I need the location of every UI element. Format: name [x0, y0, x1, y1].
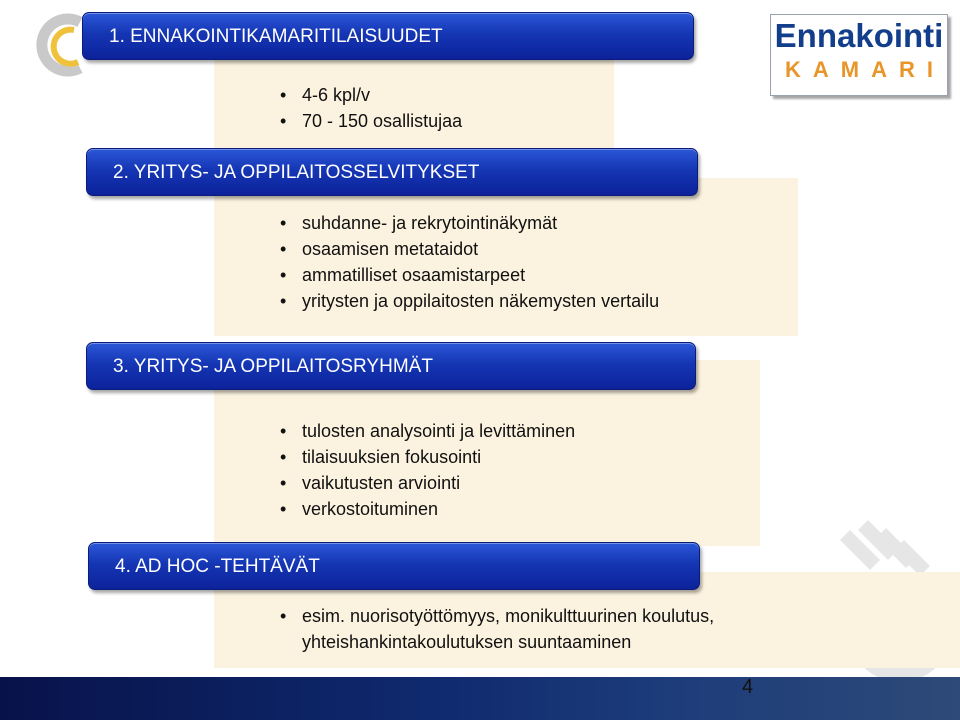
list-item-continuation: yhteishankintakoulutuksen suuntaaminen: [302, 632, 632, 652]
list-item: • tilaisuuksien fokusointi: [280, 444, 575, 470]
list-item: • esim. nuorisotyöttömyys, monikulttuurinen koulutus,: [280, 603, 714, 629]
footer-bar: [0, 677, 960, 720]
list-item: • verkostoituminen: [280, 496, 575, 522]
section-3-list: [280, 418, 575, 522]
page-number: 4: [742, 676, 754, 698]
list-item: • ammatilliset osaamistarpeet: [280, 262, 659, 288]
list-item: • 70 - 150 osallistujaa: [280, 108, 462, 134]
section-1-list: [280, 82, 462, 134]
logo-name-bottom: KAMARI: [785, 57, 945, 82]
list-item: • vaikutusten arviointi: [280, 470, 575, 496]
section-4-list: [280, 603, 714, 655]
logo-name-top: Ennakointi: [774, 17, 944, 54]
section-2-list: [280, 210, 659, 314]
section-3-header: 3. YRITYS- JA OPPILAITOSRYHMÄT: [86, 342, 696, 390]
list-item: • tulosten analysointi ja levittäminen: [280, 418, 575, 444]
section-1-header: 1. ENNAKOINTIKAMARITILAISUUDET: [82, 12, 694, 60]
section-4-header: 4. AD HOC -TEHTÄVÄT: [88, 542, 700, 590]
section-2-header: 2. YRITYS- JA OPPILAITOSSELVITYKSET: [86, 148, 698, 196]
list-item: • 4-6 kpl/v: [280, 82, 462, 108]
list-item: • osaamisen metataidot: [280, 236, 659, 262]
list-item: • suhdanne- ja rekrytointinäkymät: [280, 210, 659, 236]
list-item: • yritysten ja oppilaitosten näkemysten vertailu: [280, 288, 659, 314]
ennakointikamari-logo: [770, 14, 948, 96]
